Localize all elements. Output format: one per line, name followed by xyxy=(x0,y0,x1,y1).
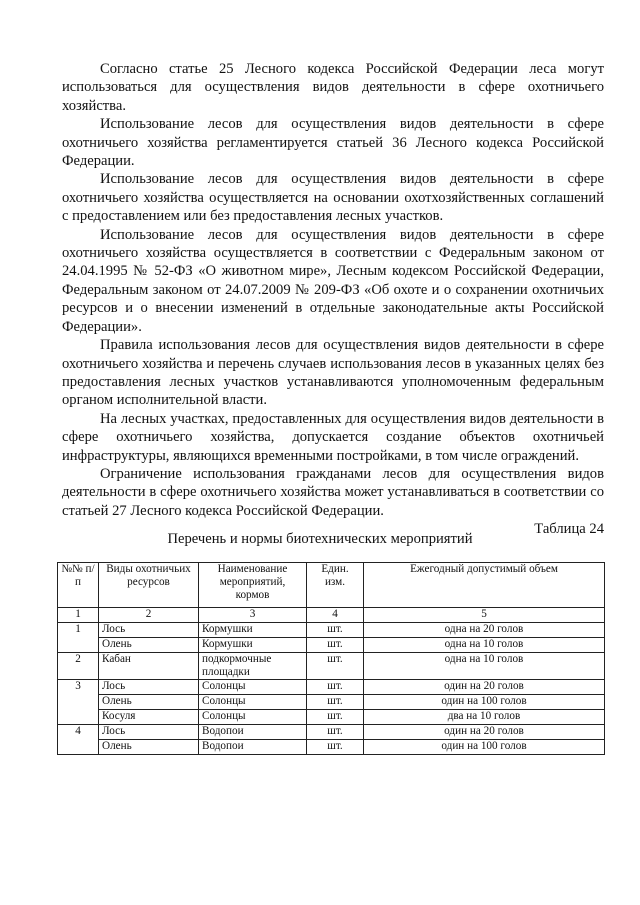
measure-cell: Солонцы xyxy=(199,680,307,695)
paragraph: На лесных участках, предоставленных для осуществления видов деятельности в сфере охотничьего хозяйства, допускается создание объектов охотничьей инфраструктуры, являющихся временными постройками, в том числе ограждений. xyxy=(62,410,604,464)
volume-cell: два на 10 голов xyxy=(364,710,605,725)
measure-cell: Солонцы xyxy=(199,695,307,710)
unit-cell: шт. xyxy=(307,623,364,638)
volume-cell: одна на 10 голов xyxy=(364,653,605,680)
resource-cell: Кабан xyxy=(99,653,199,680)
header-unit: Един. изм. xyxy=(307,563,364,608)
paragraph: Ограничение использования гражданами лесов для осуществления видов деятельности в сфере охотничьего хозяйства может устанавливаться в соответствии со статьей 27 Лесного кодекса Российской Федерации. xyxy=(62,465,604,519)
table-row xyxy=(58,725,605,740)
body-text xyxy=(62,60,604,520)
resource-cell: Олень xyxy=(99,638,199,653)
volume-cell: один на 20 голов xyxy=(364,725,605,740)
resource-cell: Лось xyxy=(99,680,199,695)
measure-cell: Кормушки xyxy=(199,623,307,638)
table-header-row xyxy=(58,563,605,608)
measure-cell: Водопои xyxy=(199,725,307,740)
unit-cell: шт. xyxy=(307,740,364,755)
row-number-cell: 2 xyxy=(58,653,99,680)
header-measure: Наименование мероприятий, кормов xyxy=(199,563,307,608)
volume-cell: один на 100 голов xyxy=(364,695,605,710)
table-title: Перечень и нормы биотехнических мероприятий xyxy=(167,531,473,547)
table-index-row xyxy=(58,608,605,623)
table-row xyxy=(58,623,605,638)
unit-cell: шт. xyxy=(307,680,364,695)
biotech-measures-table xyxy=(57,562,605,755)
table-row xyxy=(58,653,605,680)
volume-cell: один на 20 голов xyxy=(364,680,605,695)
resource-cell: Лось xyxy=(99,725,199,740)
measure-cell: подкормочные площадки xyxy=(199,653,307,680)
paragraph: Использование лесов для осуществления видов деятельности в сфере охотничьего хозяйства осуществляется на основании охотхозяйственных соглашений с предоставлением или без предоставления лесных участков. xyxy=(62,171,604,225)
resource-cell: Косуля xyxy=(99,710,199,725)
header-volume: Ежегодный допустимый объем xyxy=(364,563,605,608)
volume-cell: одна на 10 голов xyxy=(364,638,605,653)
table-row xyxy=(58,740,605,755)
unit-cell: шт. xyxy=(307,653,364,680)
measure-cell: Кормушки xyxy=(199,638,307,653)
table-number: Таблица 24 xyxy=(534,521,604,537)
resource-cell: Олень xyxy=(99,740,199,755)
row-number-cell: 1 xyxy=(58,623,99,653)
index-cell: 2 xyxy=(99,608,199,623)
unit-cell: шт. xyxy=(307,638,364,653)
index-cell: 1 xyxy=(58,608,99,623)
volume-cell: один на 100 голов xyxy=(364,740,605,755)
table-row xyxy=(58,695,605,710)
index-cell: 3 xyxy=(199,608,307,623)
table-row xyxy=(58,680,605,695)
header-number: №№ п/п xyxy=(58,563,99,608)
measure-cell: Солонцы xyxy=(199,710,307,725)
volume-cell: одна на 20 голов xyxy=(364,623,605,638)
unit-cell: шт. xyxy=(307,710,364,725)
row-number-cell: 4 xyxy=(58,725,99,755)
table-row xyxy=(58,710,605,725)
resource-cell: Лось xyxy=(99,623,199,638)
index-cell: 4 xyxy=(307,608,364,623)
paragraph: Использование лесов для осуществления видов деятельности в сфере охотничьего хозяйства регламентируется статьей 36 Лесного кодекса Российской Федерации. xyxy=(62,116,604,170)
paragraph: Использование лесов для осуществления видов деятельности в сфере охотничьего хозяйства осуществляется в соответствии с Федеральным законом от 24.04.1995 № 52-ФЗ «О животном мире», Лесным кодексом Российской Федерации, Федеральным законом от 24.07.2009 № 209-ФЗ «Об охоте и о сохранении охотничьих ресурсов и о внесении изменений в отдельные законодательные акты Российской Федерации». xyxy=(62,226,604,335)
unit-cell: шт. xyxy=(307,695,364,710)
measure-cell: Водопои xyxy=(199,740,307,755)
table-row xyxy=(58,638,605,653)
header-resource: Виды охотничьих ресурсов xyxy=(99,563,199,608)
resource-cell: Олень xyxy=(99,695,199,710)
row-number-cell: 3 xyxy=(58,680,99,725)
paragraph: Согласно статье 25 Лесного кодекса Российской Федерации леса могут использоваться для осуществления видов деятельности в сфере охотничьего хозяйства. xyxy=(62,61,604,114)
index-cell: 5 xyxy=(364,608,605,623)
unit-cell: шт. xyxy=(307,725,364,740)
paragraph: Правила использования лесов для осуществления видов деятельности в сфере охотничьего хозяйства и перечень случаев использования лесов в указанных целях без предоставления лесных участков устанавливаются уполномоченным федеральным органом исполнительной власти. xyxy=(62,337,604,409)
